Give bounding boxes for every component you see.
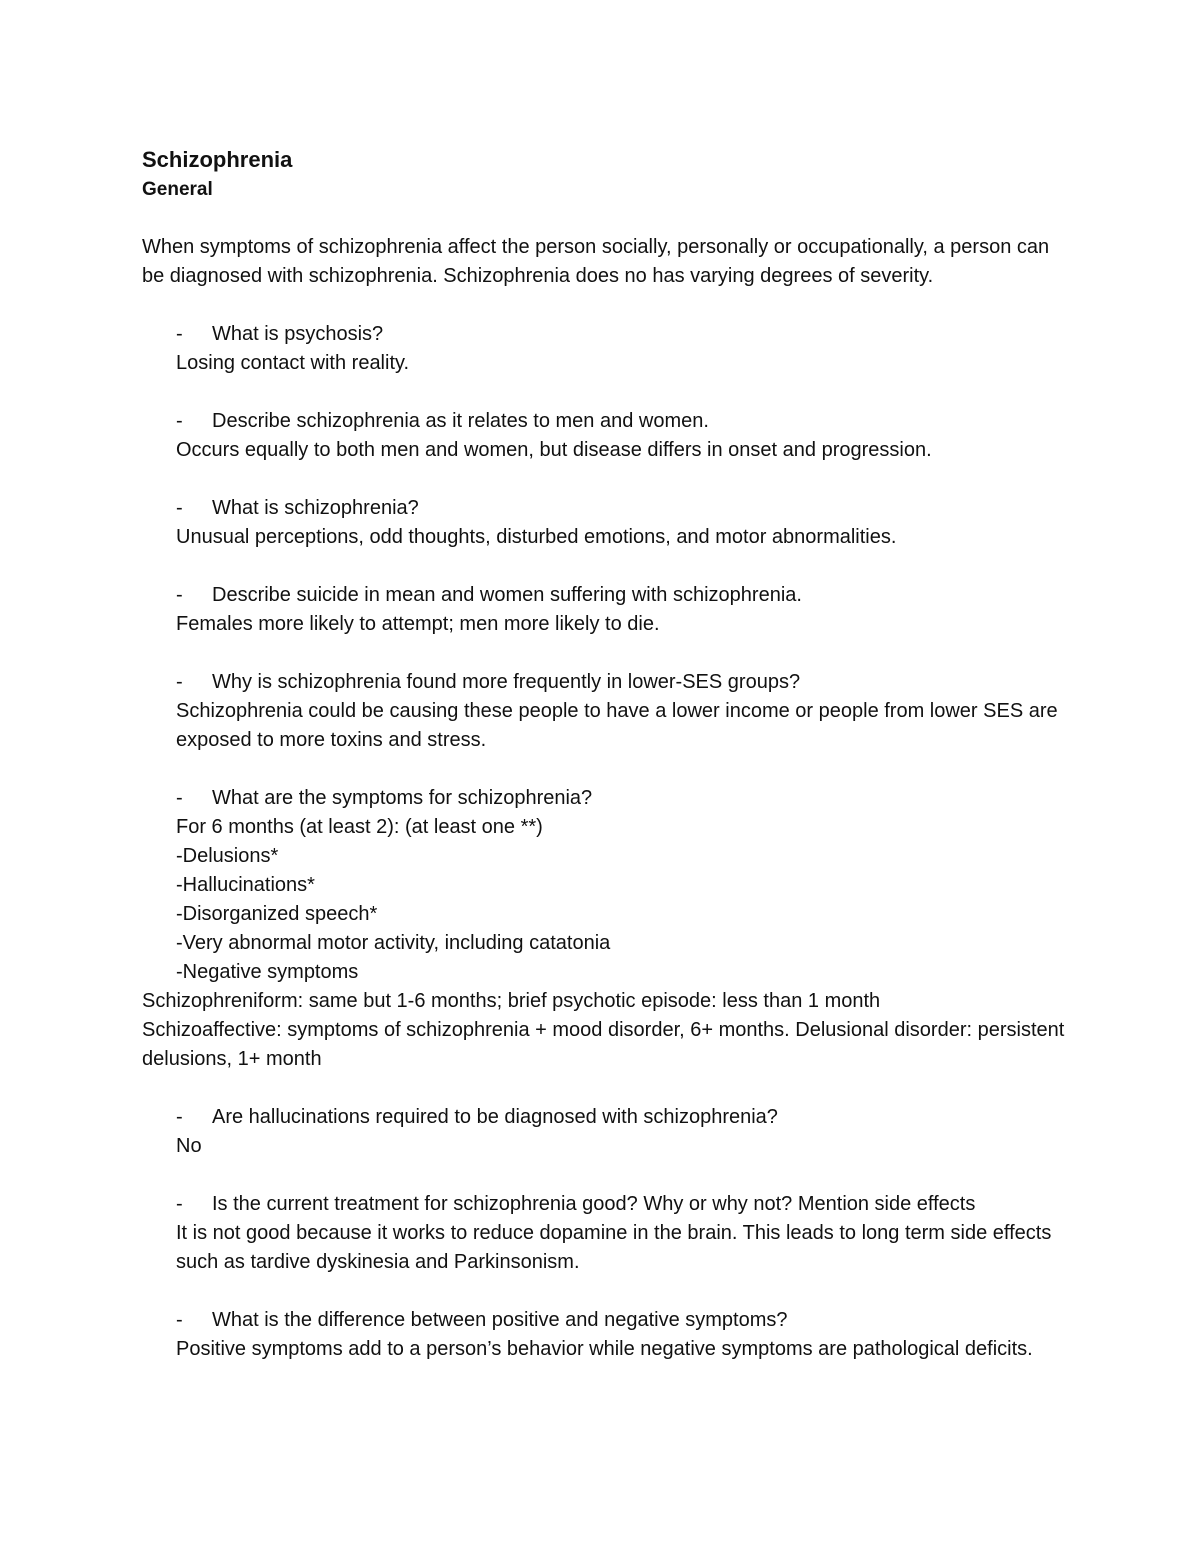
bullet-dash: - — [176, 323, 183, 345]
qa-item — [142, 668, 1072, 755]
symptom-item: -Delusions* — [176, 845, 279, 867]
answer: Occurs equally to both men and women, but disease differs in onset and progression. — [176, 439, 932, 461]
symptoms-block — [142, 784, 1072, 1074]
question — [142, 1103, 1072, 1132]
question-text: What is the difference between positive and negative symptoms? — [212, 1309, 788, 1331]
question-text: What is psychosis? — [212, 323, 384, 345]
question — [142, 1190, 1072, 1219]
question-text: What are the symptoms for schizophrenia? — [212, 787, 593, 809]
question-text: Describe suicide in mean and women suffering with schizophrenia. — [212, 584, 802, 606]
qa-item — [142, 320, 1072, 378]
question — [142, 320, 1072, 349]
section-heading-general: General — [142, 179, 213, 200]
bullet-dash: - — [176, 497, 183, 519]
symptom-criteria: For 6 months (at least 2): (at least one **) — [176, 816, 543, 838]
question-text: Why is schizophrenia found more frequently in lower-SES groups? — [212, 671, 801, 693]
question — [142, 668, 1072, 697]
question — [142, 494, 1072, 523]
symptom-item: -Hallucinations* — [176, 874, 315, 896]
bullet-dash: - — [176, 584, 183, 606]
answer: Positive symptoms add to a person’s behavior while negative symptoms are pathological deficits. — [176, 1338, 1033, 1360]
question — [142, 407, 1072, 436]
bullet-dash: - — [176, 1193, 183, 1215]
answer: No — [176, 1135, 202, 1157]
question-text: Is the current treatment for schizophrenia good? Why or why not? Mention side effects — [212, 1193, 976, 1215]
symptom-item: -Very abnormal motor activity, including catatonia — [176, 932, 611, 954]
answer: Schizophrenia could be causing these people to have a lower income or people from lower SES are exposed to more toxins and stress. — [176, 700, 1058, 751]
schizophreniform-note: Schizophreniform: same but 1-6 months; brief psychotic episode: less than 1 month — [142, 990, 881, 1012]
bullet-dash: - — [176, 410, 183, 432]
schizoaffective-note: Schizoaffective: symptoms of schizophrenia + mood disorder, 6+ months. Delusional disorder: persistent delusions, 1+ month — [142, 1019, 1065, 1070]
qa-item — [142, 407, 1072, 465]
bullet-dash: - — [176, 787, 183, 809]
symptom-item: -Disorganized speech* — [176, 903, 378, 925]
symptom-item: -Negative symptoms — [176, 961, 359, 983]
qa-item — [142, 1306, 1072, 1364]
question — [142, 1306, 1072, 1335]
answer: It is not good because it works to reduce dopamine in the brain. This leads to long term side effects such as tardive dyskinesia and Parkinsonism. — [176, 1222, 1052, 1273]
qa-item — [142, 1190, 1072, 1277]
question — [142, 784, 1072, 813]
bullet-dash: - — [176, 671, 183, 693]
intro-paragraph: When symptoms of schizophrenia affect the person socially, personally or occupationally, a person can be diagnosed with schizophrenia. Schizophrenia does no has varying degrees of severity. — [142, 236, 1050, 287]
qa-item — [142, 494, 1072, 552]
document-title: Schizophrenia — [142, 147, 293, 172]
question — [142, 581, 1072, 610]
document-body — [142, 145, 1072, 1393]
bullet-dash: - — [176, 1106, 183, 1128]
question-text: What is schizophrenia? — [212, 497, 419, 519]
question-text: Are hallucinations required to be diagnosed with schizophrenia? — [212, 1106, 778, 1128]
answer: Females more likely to attempt; men more likely to die. — [176, 613, 660, 635]
qa-item — [142, 581, 1072, 639]
bullet-dash: - — [176, 1309, 183, 1331]
qa-item — [142, 1103, 1072, 1161]
answer: Unusual perceptions, odd thoughts, disturbed emotions, and motor abnormalities. — [176, 526, 897, 548]
answer: Losing contact with reality. — [176, 352, 410, 374]
question-text: Describe schizophrenia as it relates to men and women. — [212, 410, 709, 432]
